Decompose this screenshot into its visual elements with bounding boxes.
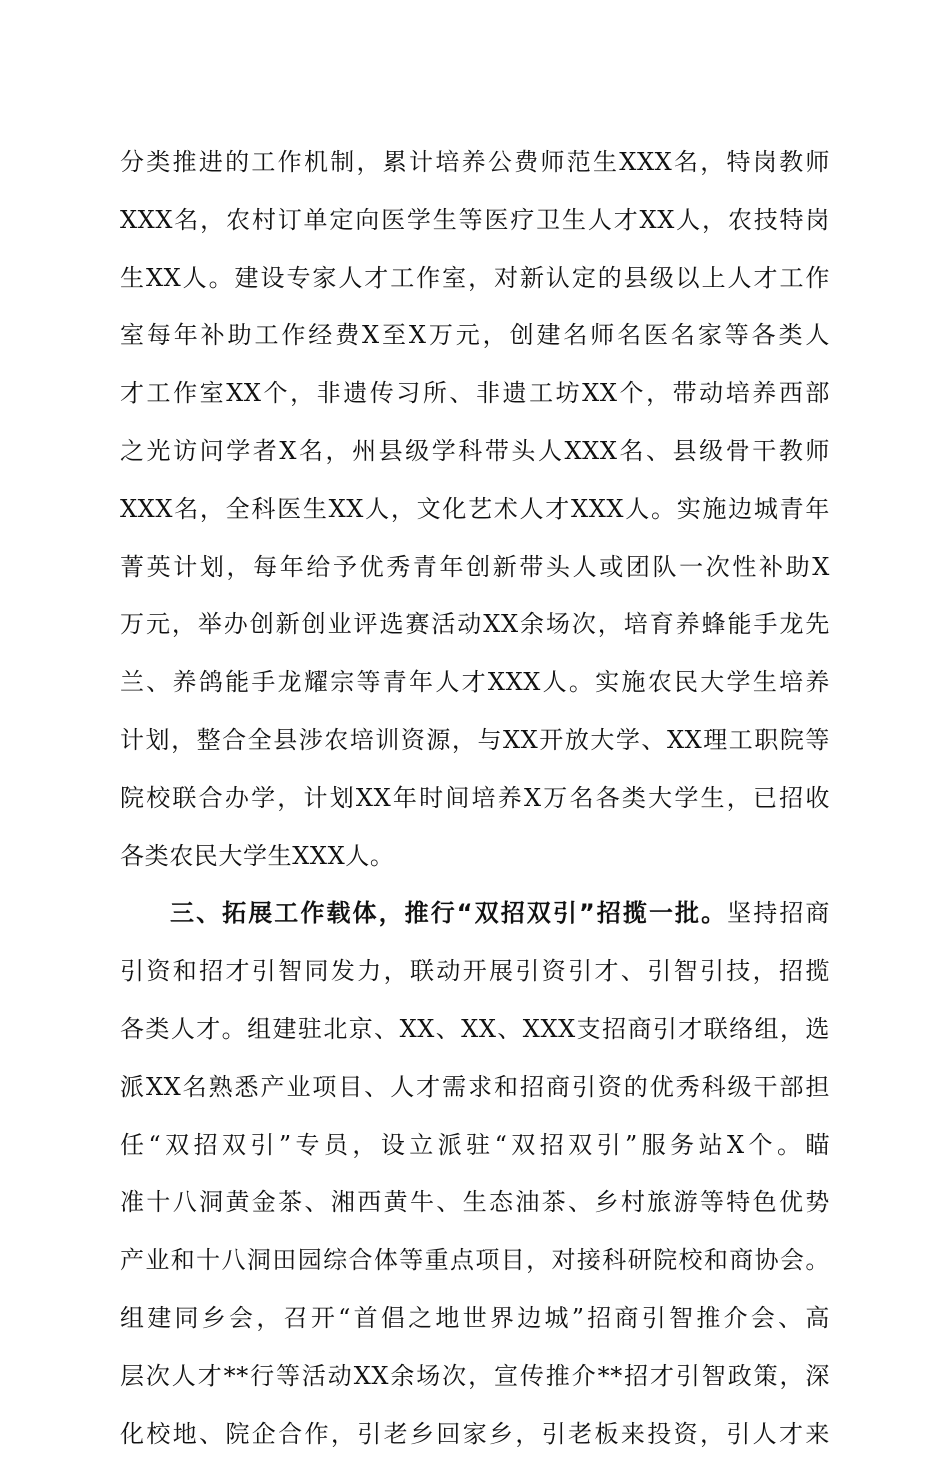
text-line: 之光访问学者X名，州县级学科带头人XXX名、县级骨干教师 bbox=[120, 436, 830, 465]
text-line: 计划，整合全县涉农培训资源，与XX开放大学、XX理工职院等 bbox=[120, 725, 830, 754]
text-line: 任“双招双引”专员，设立派驻“双招双引”服务站X个。瞄 bbox=[120, 1130, 830, 1159]
text-line: 各类人才。组建驻北京、XX、XX、XXX支招商引才联络组，选 bbox=[120, 1014, 830, 1043]
text-line: 生XX人。建设专家人才工作室，对新认定的县级以上人才工作 bbox=[120, 263, 830, 292]
text-line: XXX名，农村订单定向医学生等医疗卫生人才XX人，农技特岗 bbox=[120, 205, 830, 234]
heading-line-rest: 坚持招商 bbox=[727, 899, 830, 928]
section-heading: 三、拓展工作载体，推行“双招双引”招揽一批。 bbox=[170, 899, 728, 928]
text-line: 菁英计划，每年给予优秀青年创新带头人或团队一次性补助X bbox=[120, 552, 830, 581]
text-line: 兰、养鸽能手龙耀宗等青年人才XXX人。实施农民大学生培养 bbox=[120, 668, 830, 697]
body-text bbox=[120, 134, 830, 1463]
text-line: 院校联合办学，计划XX年时间培养X万名各类大学生，已招收 bbox=[120, 783, 830, 812]
paragraph-talent-cultivation bbox=[120, 134, 830, 885]
text-line: 组建同乡会，召开“首倡之地世界边城”招商引智推介会、高 bbox=[120, 1303, 830, 1332]
text-line: XXX名，全科医生XX人，文化艺术人才XXX人。实施边城青年 bbox=[120, 494, 830, 523]
text-line: 引资和招才引智同发力，联动开展引资引才、引智引技，招揽 bbox=[120, 957, 830, 986]
paragraph-dual-recruitment bbox=[120, 885, 830, 1463]
text-line: 产业和十八洞田园综合体等重点项目，对接科研院校和商协会。 bbox=[120, 1246, 830, 1275]
text-line: 室每年补助工作经费X至X万元，创建名师名医名家等各类人 bbox=[120, 321, 830, 350]
text-line: 化校地、院企合作，引老乡回家乡，引老板来投资，引人才来 bbox=[120, 1419, 830, 1448]
text-line: 分类推进的工作机制，累计培养公费师范生XXX名，特岗教师 bbox=[120, 148, 830, 176]
text-line: 准十八洞黄金茶、湘西黄牛、生态油茶、乡村旅游等特色优势 bbox=[120, 1188, 830, 1217]
text-line: 才工作室XX个，非遗传习所、非遗工坊XX个，带动培养西部 bbox=[120, 379, 830, 408]
text-line: 万元，举办创新创业评选赛活动XX余场次，培育养蜂能手龙先 bbox=[120, 610, 830, 639]
text-line-last: 各类农民大学生XXX人。 bbox=[120, 841, 395, 870]
heading-line bbox=[120, 885, 830, 943]
text-line: 层次人才**行等活动XX余场次，宣传推介**招才引智政策，深 bbox=[120, 1361, 830, 1390]
text-line: 派XX名熟悉产业项目、人才需求和招商引资的优秀科级干部担 bbox=[120, 1072, 830, 1101]
